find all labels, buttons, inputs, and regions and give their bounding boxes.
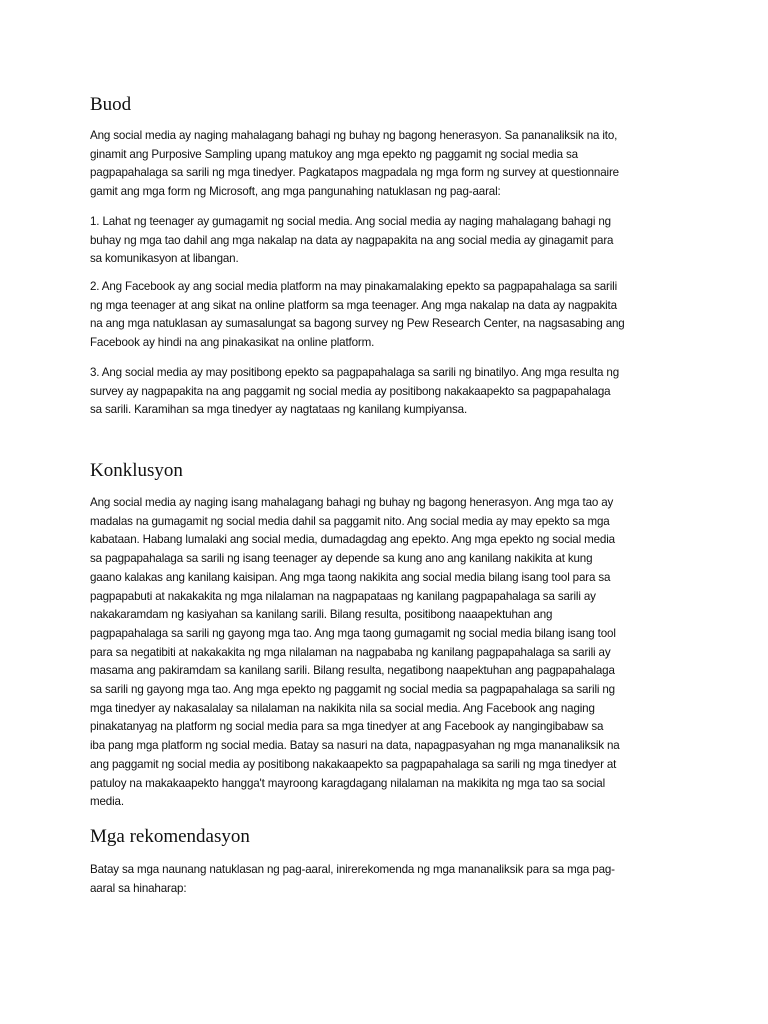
- text-line: Facebook ay hindi na ang pinakasikat na online platform.: [90, 336, 375, 350]
- text-line: pagpapabuti at nakakakita ng mga nilalaman na nagpapataas ng kanilang pagpapahalaga sa sarili ay: [90, 589, 596, 603]
- text-line: patuloy na makakaapekto hangga't mayroong karagdagang nilalaman na makikita ng mga tao sa social: [90, 776, 606, 790]
- text-line: ng mga teenager at ang sikat na online platform sa mga teenager. Ang mga nakalap na data ay nagpakita: [90, 298, 617, 312]
- text-line: Ang social media ay naging isang mahalagang bahagi ng buhay ng bagong henerasyon. Ang mga tao ay: [90, 496, 614, 509]
- text-line: nakakaramdam ng kasiyahan sa kanilang sarili. Bilang resulta, positibong naaapektuhan ang: [90, 608, 553, 622]
- text-line: madalas na gumagamit ng social media dahil sa paggamit nito. Ang social media ay may epekto sa mga: [90, 514, 610, 528]
- text-line: pinakatanyag na platform ng social media para sa mga tinedyer at ang Facebook ay nangingibabaw sa: [90, 720, 604, 734]
- text-line: sa komunikasyon at libangan.: [90, 252, 239, 266]
- section-heading-buod: Buod: [90, 94, 132, 115]
- text-line: 1. Lahat ng teenager ay gumagamit ng social media. Ang social media ay naging mahalagang bahagi ng: [90, 215, 611, 228]
- text-line: pagpapahalaga sa sarili ng mga tinedyer. Pagkatapos magpadala ng mga form ng survey at questionnaire: [90, 166, 619, 180]
- text-line: masama ang pakiramdam sa kanilang sarili. Bilang resulta, negatibong naapektuhan ang pagpapahalaga: [90, 664, 615, 678]
- text-line: sa sarili. Karamihan sa mga tinedyer ay nagtataas ng kanilang kumpiyansa.: [90, 403, 468, 417]
- paragraph-konklusyon: [90, 494, 620, 812]
- text-line: para sa negatibiti at nakakakita ng mga nilalaman na nagpababa ng kanilang pagpapahalaga sa sarili ay: [90, 645, 611, 659]
- section-heading-rekomendasyon: Mga rekomendasyon: [90, 826, 250, 847]
- text-line: Batay sa mga naunang natuklasan ng pag-aaral, inirerekomenda ng mga mananaliksik para sa mga pag-: [90, 863, 615, 876]
- text-line: ginamit ang Purposive Sampling upang matukoy ang mga epekto ng paggamit ng social media sa: [90, 147, 578, 161]
- text-line: sa pagpapahalaga sa sarili ng isang teenager ay depende sa kung ano ang kanilang nakikita at kung: [90, 552, 593, 566]
- paragraph-rekomendasyon: [90, 861, 615, 898]
- paragraph-finding-1: [90, 213, 613, 269]
- text-line: kabataan. Habang lumalaki ang social media, dumadagdag ang epekto. Ang mga epekto ng social media: [90, 533, 615, 547]
- paragraph-finding-2: [90, 278, 625, 353]
- paragraph-intro: [90, 127, 619, 202]
- text-line: pagpapahalaga sa sarili ng gayong mga tao. Ang mga taong gumagamit ng social media bilang isang tool: [90, 626, 616, 640]
- text-line: 3. Ang social media ay may positibong epekto sa pagpapahalaga sa sarili ng binatilyo. Ang mga resulta ng: [90, 366, 620, 379]
- text-line: gaano kalakas ang kanilang kaisipan. Ang mga taong nakikita ang social media bilang isang tool para sa: [90, 570, 611, 584]
- text-line: buhay ng mga tao dahil ang mga nakalap na data ay nagpapakita na ang social media ay ginagamit para: [90, 233, 614, 247]
- text-line: 2. Ang Facebook ay ang social media platform na may pinakamalaking epekto sa pagpapahalaga sa sarili: [90, 280, 618, 293]
- paragraph-finding-3: [90, 364, 619, 420]
- text-line: ang paggamit ng social media ay positibong nakakaapekto sa pagpapahalaga sa sarili ng mga tinedyer at: [90, 757, 617, 771]
- text-line: aaral sa hinaharap:: [90, 881, 187, 895]
- text-line: Ang social media ay naging mahalagang bahagi ng buhay ng bagong henerasyon. Sa pananaliksik na ito,: [90, 129, 618, 142]
- text-line: survey ay nagpapakita na ang paggamit ng social media ay positibong nakakaapekto sa pagpapahalaga: [90, 384, 611, 398]
- text-line: na ang mga natuklasan ay sumasalungat sa bagong survey ng Pew Research Center, na nagsasabing ang: [90, 317, 625, 331]
- text-line: iba pang mga platform ng social media. Batay sa nasuri na data, napagpasyahan ng mga mananaliksik na: [90, 739, 620, 753]
- section-heading-konklusyon: Konklusyon: [90, 460, 183, 481]
- text-line: sa sarili ng gayong mga tao. Ang mga epekto ng paggamit ng social media sa pagpapahalaga sa sarili ng: [90, 683, 615, 697]
- text-line: gamit ang mga form ng Microsoft, ang mga pangunahing natuklasan ng pag-aaral:: [90, 185, 501, 199]
- text-line: media.: [90, 795, 124, 809]
- text-line: mga tinedyer ay nakasalalay sa nilalaman na nakikita nila sa social media. Ang Facebook ang naging: [90, 701, 595, 715]
